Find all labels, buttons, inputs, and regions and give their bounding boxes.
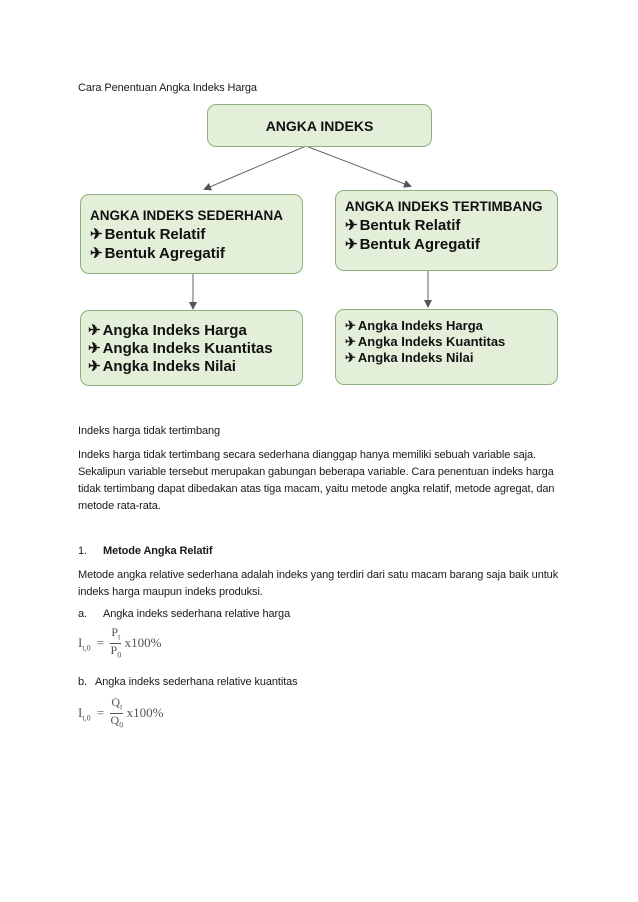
box-angka-indeks-sederhana xyxy=(80,194,303,274)
item-a-marker: a. xyxy=(78,608,87,620)
item-a-text: Angka indeks sederhana relative harga xyxy=(103,608,291,620)
box-angka-indeks-tertimbang xyxy=(335,190,558,271)
paragraph-intro: Indeks harga tidak tertimbang secara sederhana dianggap hanya memiliki sebuah variable saja. Sekalipun variable tersebut merupakan gabungan beberapa variable. Cara penentuan indeks harga tidak tertimbang dapat dibedakan atas tiga macam, yaitu metode angka relatif, metode agregat, dan metode rata-rata. xyxy=(78,449,555,512)
plane-bullet-icon: ✈ xyxy=(345,334,356,349)
box-angka-indeks xyxy=(207,104,432,147)
paragraph-method: Metode angka relative sederhana adalah indeks yang terdiri dari satu macam barang saja baik untuk indeks harga maupun indeks produksi. xyxy=(78,569,559,598)
item-b-marker: b. xyxy=(78,676,87,688)
plane-bullet-icon: ✈ xyxy=(88,358,101,375)
section-title: Indeks harga tidak tertimbang xyxy=(78,425,221,437)
right-bottom-item-kuantitas: ✈ Angka Indeks Kuantitas xyxy=(345,334,506,349)
plane-bullet-icon: ✈ xyxy=(88,340,101,357)
method-title: Metode Angka Relatif xyxy=(103,545,213,557)
sederhana-item-agregatif: ✈ Bentuk Agregatif xyxy=(90,245,225,262)
plane-bullet-icon: ✈ xyxy=(345,318,356,333)
fraction: $\frac{P_t}{P_0}$ xyxy=(110,625,122,660)
tertimbang-item-relatif: ✈ Bentuk Relatif xyxy=(345,217,461,234)
left-bottom-item-kuantitas: ✈ Angka Indeks Kuantitas xyxy=(88,340,273,357)
box-right-bottom xyxy=(335,309,558,385)
sederhana-item-relatif: ✈ Bentuk Relatif xyxy=(90,226,206,243)
page-heading: Cara Penentuan Angka Indeks Harga xyxy=(78,82,257,94)
formula-quantity-relative: $I_{t,0}$ = $\frac{Q_t}{Q_0}$ x100% xyxy=(78,695,164,730)
right-bottom-item-harga: ✈ Angka Indeks Harga xyxy=(345,318,483,333)
plane-bullet-icon: ✈ xyxy=(88,322,101,339)
tertimbang-title: ANGKA INDEKS TERTIMBANG xyxy=(345,199,543,214)
tertimbang-item-agregatif: ✈ Bentuk Agregatif xyxy=(345,236,480,253)
plane-bullet-icon: ✈ xyxy=(345,217,358,234)
arrow-top-to-left xyxy=(205,146,306,189)
plane-bullet-icon: ✈ xyxy=(345,236,358,253)
plane-bullet-icon: ✈ xyxy=(90,226,103,243)
item-b-text: Angka indeks sederhana relative kuantitas xyxy=(95,676,298,688)
fraction: $\frac{Q_t}{Q_0}$ xyxy=(110,695,124,730)
sederhana-title: ANGKA INDEKS SEDERHANA xyxy=(90,208,284,223)
left-bottom-item-harga: ✈ Angka Indeks Harga xyxy=(88,322,247,339)
arrow-top-to-right xyxy=(306,146,410,186)
right-bottom-item-nilai: ✈ Angka Indeks Nilai xyxy=(345,350,474,365)
plane-bullet-icon: ✈ xyxy=(90,245,103,262)
plane-bullet-icon: ✈ xyxy=(345,350,356,365)
formula-price-relative: $I_{t,0}$ = $\frac{P_t}{P_0}$ x100% xyxy=(78,625,162,660)
left-bottom-item-nilai: ✈ Angka Indeks Nilai xyxy=(88,358,236,375)
box-left-bottom xyxy=(80,310,303,386)
method-number: 1. xyxy=(78,545,87,557)
box-angka-indeks-label: ANGKA INDEKS xyxy=(265,118,374,134)
